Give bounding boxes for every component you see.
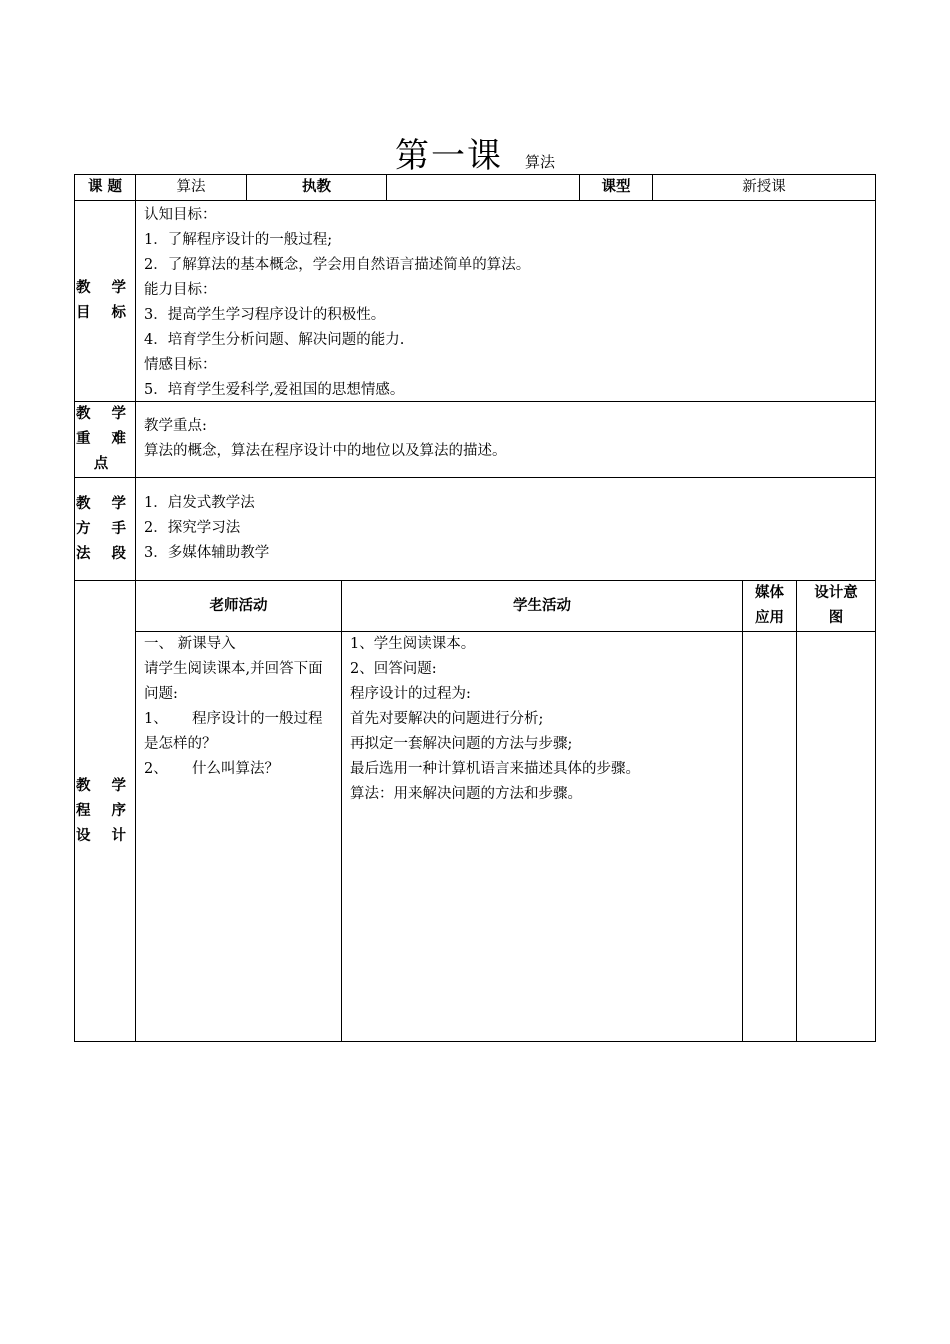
intent-header-line: 设计意 [814, 585, 858, 601]
objectives-line: 5．培育学生爱科学,爱祖国的思想情感。 [144, 382, 405, 398]
teacher-prompt: 请学生阅读课本,并回答下面问题: [144, 661, 323, 702]
methods-line: 3．多媒体辅助教学 [144, 545, 270, 561]
key-points-label-line: 重 难 [75, 431, 135, 447]
procedure-label [74, 580, 136, 1042]
key-points-content [135, 401, 876, 478]
key-points-label-line: 点 [93, 456, 117, 472]
teacher-label: 执教 [246, 174, 387, 201]
objectives-line: 情感目标： [144, 357, 217, 373]
topic-value: 算法 [135, 174, 247, 201]
media-header-line: 应用 [755, 610, 784, 626]
student-line: 1、学生阅读课本。 [350, 636, 476, 652]
teacher-question-text-value: 程序设计的一般过程是怎样的？ [144, 711, 323, 752]
procedure-label-line: 程 序 [75, 802, 135, 819]
topic-label: 课 题 [74, 174, 136, 201]
student-line: 再拟定一套解决问题的方法与步骤; [350, 736, 573, 752]
methods-line: 1．启发式教学法 [144, 495, 255, 511]
objectives-label [74, 200, 136, 402]
methods-content [135, 477, 876, 581]
teacher-question [144, 757, 333, 782]
intent-header [796, 580, 876, 632]
objectives-line: 4．培育学生分析问题、解决问题的能力. [144, 332, 405, 348]
teacher-question-text [144, 707, 333, 757]
student-activity-content [341, 631, 743, 1042]
teacher-value [386, 174, 580, 201]
objectives-label-line: 教 学 [75, 280, 135, 296]
methods-label-line: 方 手 [75, 520, 135, 537]
student-activity-header: 学生活动 [341, 580, 743, 632]
teacher-activity-header: 老师活动 [135, 580, 342, 632]
student-line: 最后选用一种计算机语言来描述具体的步骤。 [350, 761, 640, 777]
objectives-line: 1．了解程序设计的一般过程; [144, 232, 333, 248]
teacher-question-num: 2、 [144, 761, 168, 777]
key-points-label-line: 教 学 [75, 406, 135, 422]
key-points-line: 算法的概念，算法在程序设计中的地位以及算法的描述。 [144, 443, 507, 459]
procedure-label-line: 教 学 [75, 777, 135, 794]
teacher-intro: 一、 新课导入 [144, 636, 236, 652]
student-line: 2、回答问题: [350, 661, 437, 677]
teacher-activity-content [135, 631, 342, 1042]
student-line: 首先对要解决的问题进行分析; [350, 711, 544, 727]
procedure-label-line: 设 计 [75, 827, 135, 844]
type-label: 课型 [579, 174, 653, 201]
teacher-question-text: 什么叫算法？ [192, 761, 279, 777]
intent-header-line: 图 [828, 610, 844, 626]
objectives-line: 3．提高学生学习程序设计的积极性。 [144, 307, 386, 323]
teacher-question [144, 707, 333, 757]
key-points-label [74, 401, 136, 478]
methods-label-line: 教 学 [75, 495, 135, 512]
lesson-title-main: 第一课 [394, 136, 503, 176]
methods-label [74, 477, 136, 581]
methods-line: 2．探究学习法 [144, 520, 241, 536]
methods-label-line: 法 段 [75, 545, 135, 562]
lesson-title [0, 128, 950, 177]
objectives-line: 能力目标： [144, 282, 217, 298]
student-line: 程序设计的过程为: [350, 686, 471, 702]
lesson-title-sub: 算法 [524, 153, 555, 171]
key-points-line: 教学重点: [144, 418, 207, 434]
media-content [742, 631, 797, 1042]
student-line: 算法：用来解决问题的方法和步骤。 [350, 786, 582, 802]
objectives-line: 认知目标： [144, 207, 217, 223]
media-header [742, 580, 797, 632]
teacher-question-num: 1、 [144, 711, 168, 727]
intent-content [796, 631, 876, 1042]
type-value: 新授课 [652, 174, 876, 201]
media-header-line: 媒体 [755, 585, 784, 601]
objectives-line: 2．了解算法的基本概念，学会用自然语言描述简单的算法。 [144, 257, 531, 273]
objectives-label-line: 目 标 [75, 305, 135, 321]
objectives-content [135, 200, 876, 402]
